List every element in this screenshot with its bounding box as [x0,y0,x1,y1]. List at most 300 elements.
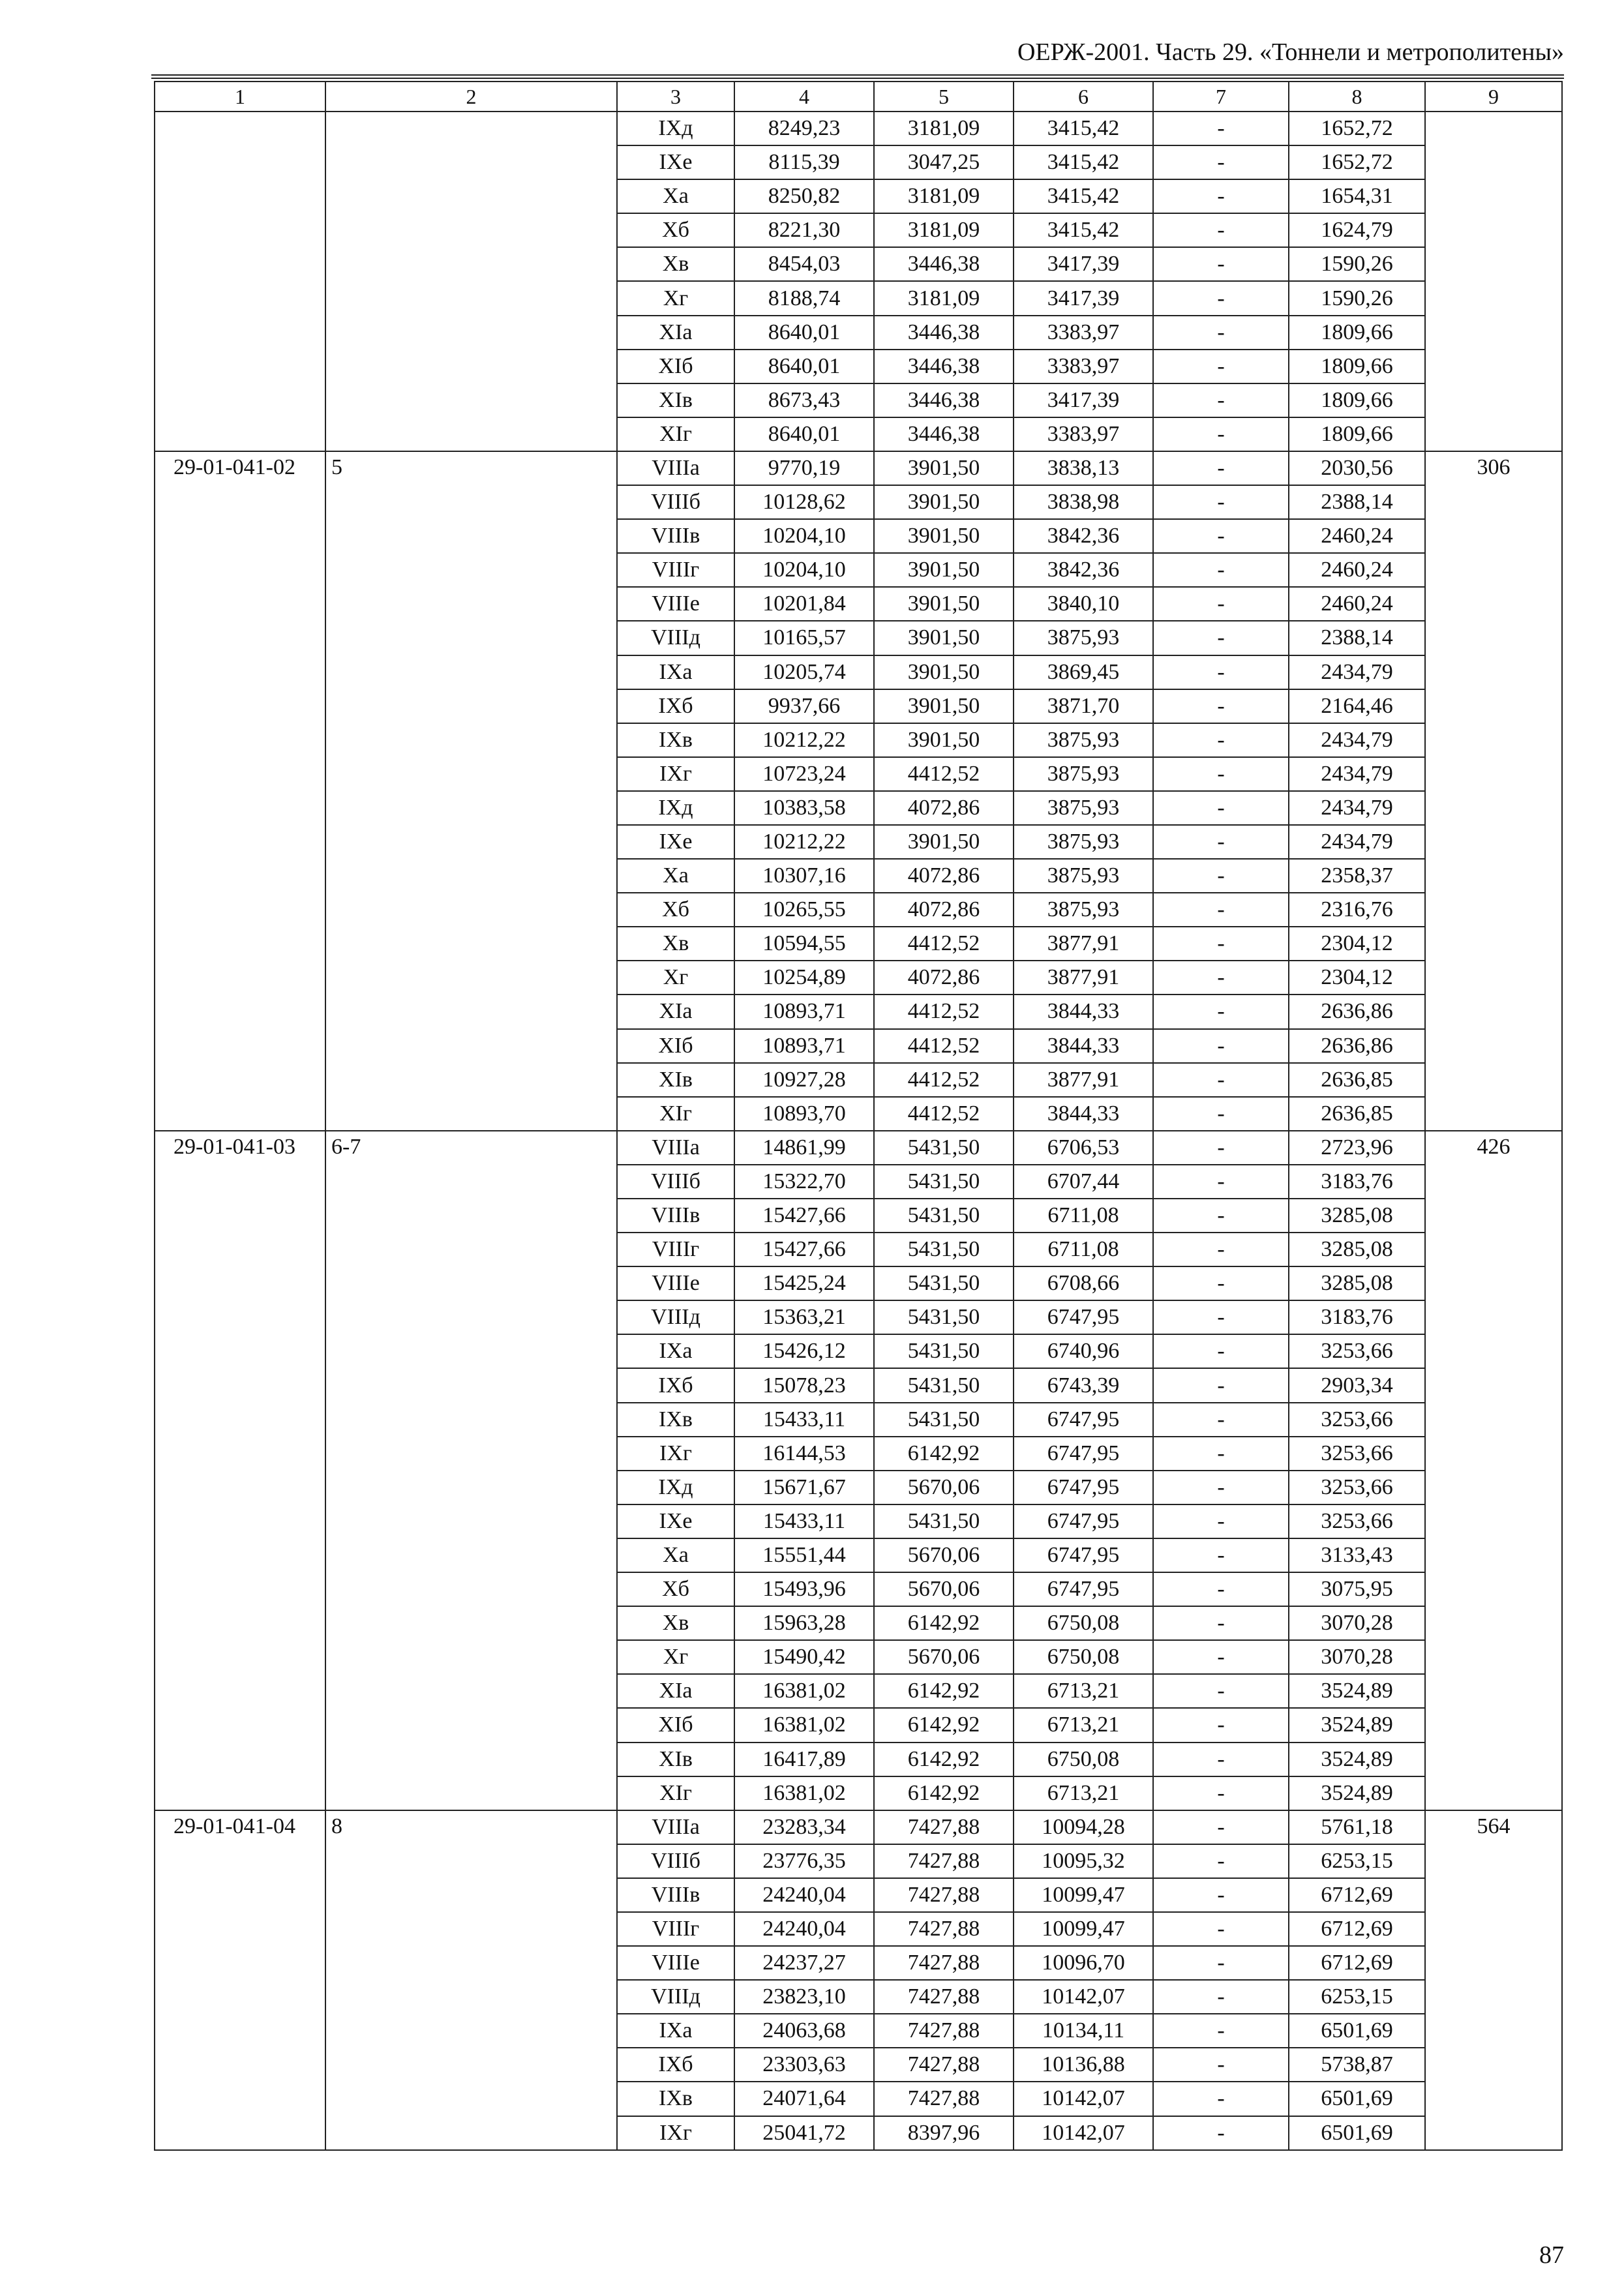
driver-wages-cell: - [1153,1504,1289,1538]
wages-cell: 5431,50 [874,1266,1014,1300]
total-cost-cell: 15963,28 [734,1606,874,1640]
wages-cell: 3901,50 [874,723,1014,757]
total-cost-cell: 15426,12 [734,1334,874,1368]
category-cell: Xб [617,1572,734,1606]
total-cost-cell: 10165,57 [734,621,874,655]
total-cost-cell: 14861,99 [734,1131,874,1165]
labor-cost-cell: 306 [1425,451,1562,1131]
machines-cell: 10094,28 [1014,1810,1153,1844]
machines-cell: 10099,47 [1014,1878,1153,1912]
wages-cell: 3446,38 [874,417,1014,451]
machines-cell: 3415,42 [1014,213,1153,247]
machines-cell: 3875,93 [1014,621,1153,655]
wages-cell: 7427,88 [874,2048,1014,2082]
category-cell: VIIIг [617,553,734,587]
total-cost-cell: 16381,02 [734,1776,874,1810]
category-cell: IXв [617,1403,734,1437]
materials-cell: 3285,08 [1289,1199,1425,1233]
machines-cell: 3838,98 [1014,485,1153,519]
wages-cell: 7427,88 [874,1980,1014,2014]
category-cell: XIг [617,417,734,451]
driver-wages-cell: - [1153,519,1289,553]
driver-wages-cell: - [1153,1980,1289,2014]
category-cell: XIг [617,1097,734,1131]
wages-cell: 5431,50 [874,1300,1014,1334]
category-cell: IXе [617,145,734,179]
total-cost-cell: 10212,22 [734,825,874,859]
driver-wages-cell: - [1153,587,1289,621]
driver-wages-cell: - [1153,859,1289,893]
wages-cell: 5431,50 [874,1403,1014,1437]
driver-wages-cell: - [1153,927,1289,961]
materials-cell: 3524,89 [1289,1743,1425,1776]
total-cost-cell: 10893,71 [734,1029,874,1063]
category-cell: IXб [617,1368,734,1402]
total-cost-cell: 23283,34 [734,1810,874,1844]
total-cost-cell: 15363,21 [734,1300,874,1334]
total-cost-cell: 10201,84 [734,587,874,621]
category-cell: IXв [617,2082,734,2116]
machines-cell: 3417,39 [1014,247,1153,281]
category-cell: VIIIа [617,451,734,485]
driver-wages-cell: - [1153,1199,1289,1233]
driver-wages-cell: - [1153,1029,1289,1063]
category-cell: VIIIд [617,621,734,655]
driver-wages-cell: - [1153,995,1289,1028]
labor-cost-cell [1425,112,1562,451]
wages-cell: 4412,52 [874,1097,1014,1131]
driver-wages-cell: - [1153,281,1289,315]
materials-cell: 6712,69 [1289,1946,1425,1980]
materials-cell: 2434,79 [1289,655,1425,689]
driver-wages-cell: - [1153,1640,1289,1674]
category-cell: XIб [617,350,734,383]
wages-cell: 4072,86 [874,791,1014,825]
materials-cell: 3070,28 [1289,1640,1425,1674]
total-cost-cell: 23303,63 [734,2048,874,2082]
driver-wages-cell: - [1153,893,1289,927]
total-cost-cell: 24063,68 [734,2014,874,2048]
column-header: 1 [155,82,325,112]
wages-cell: 3901,50 [874,587,1014,621]
rate-code-cell: 29-01-041-04 [155,1810,325,2150]
wages-cell: 3446,38 [874,247,1014,281]
wages-cell: 3901,50 [874,655,1014,689]
materials-cell: 2636,86 [1289,1029,1425,1063]
category-cell: VIIIд [617,1300,734,1334]
total-cost-cell: 16144,53 [734,1437,874,1471]
materials-cell: 2903,34 [1289,1368,1425,1402]
materials-cell: 3070,28 [1289,1606,1425,1640]
driver-wages-cell: - [1153,1810,1289,1844]
category-cell: VIIIа [617,1810,734,1844]
machines-cell: 3383,97 [1014,316,1153,350]
materials-cell: 1590,26 [1289,247,1425,281]
wages-cell: 3901,50 [874,621,1014,655]
machines-cell: 6707,44 [1014,1165,1153,1199]
materials-cell: 2316,76 [1289,893,1425,927]
total-cost-cell: 10128,62 [734,485,874,519]
machines-cell: 3871,70 [1014,689,1153,723]
machines-cell: 6747,95 [1014,1471,1153,1504]
materials-cell: 1624,79 [1289,213,1425,247]
driver-wages-cell: - [1153,1844,1289,1878]
driver-wages-cell: - [1153,247,1289,281]
category-cell: IXд [617,112,734,145]
materials-cell: 3524,89 [1289,1776,1425,1810]
wages-cell: 3901,50 [874,451,1014,485]
column-header: 6 [1014,82,1153,112]
category-cell: IXе [617,1504,734,1538]
category-cell: Xб [617,893,734,927]
total-cost-cell: 15427,66 [734,1199,874,1233]
materials-cell: 6712,69 [1289,1912,1425,1946]
wages-cell: 6142,92 [874,1674,1014,1708]
materials-cell: 1809,66 [1289,417,1425,451]
total-cost-cell: 10254,89 [734,961,874,995]
wages-cell: 6142,92 [874,1606,1014,1640]
wages-cell: 5670,06 [874,1640,1014,1674]
machines-cell: 6743,39 [1014,1368,1153,1402]
driver-wages-cell: - [1153,2048,1289,2082]
driver-wages-cell: - [1153,553,1289,587]
total-cost-cell: 10927,28 [734,1063,874,1097]
wages-cell: 5670,06 [874,1538,1014,1572]
rate-code-cell: 29-01-041-02 [155,451,325,1131]
materials-cell: 2460,24 [1289,519,1425,553]
category-cell: Xв [617,1606,734,1640]
total-cost-cell: 8250,82 [734,179,874,213]
wages-cell: 6142,92 [874,1437,1014,1471]
machines-cell: 6747,95 [1014,1403,1153,1437]
driver-wages-cell: - [1153,1708,1289,1742]
section-cell: 6-7 [325,1131,617,1810]
driver-wages-cell: - [1153,451,1289,485]
category-cell: VIIIб [617,1165,734,1199]
table-row [155,112,1562,145]
driver-wages-cell: - [1153,112,1289,145]
wages-cell: 3446,38 [874,350,1014,383]
total-cost-cell: 24240,04 [734,1912,874,1946]
materials-cell: 3253,66 [1289,1437,1425,1471]
category-cell: IXб [617,689,734,723]
total-cost-cell: 8221,30 [734,213,874,247]
machines-cell: 6747,95 [1014,1300,1153,1334]
materials-cell: 3183,76 [1289,1300,1425,1334]
driver-wages-cell: - [1153,961,1289,995]
category-cell: XIа [617,316,734,350]
driver-wages-cell: - [1153,1368,1289,1402]
wages-cell: 3901,50 [874,519,1014,553]
total-cost-cell: 15551,44 [734,1538,874,1572]
materials-cell: 2434,79 [1289,757,1425,791]
materials-cell: 1809,66 [1289,316,1425,350]
wages-cell: 3181,09 [874,179,1014,213]
driver-wages-cell: - [1153,485,1289,519]
materials-cell: 1652,72 [1289,145,1425,179]
machines-cell: 10136,88 [1014,2048,1153,2082]
machines-cell: 3869,45 [1014,655,1153,689]
machines-cell: 3383,97 [1014,417,1153,451]
total-cost-cell: 10594,55 [734,927,874,961]
driver-wages-cell: - [1153,1266,1289,1300]
driver-wages-cell: - [1153,1946,1289,1980]
total-cost-cell: 8454,03 [734,247,874,281]
driver-wages-cell: - [1153,791,1289,825]
machines-cell: 6747,95 [1014,1437,1153,1471]
machines-cell: 3840,10 [1014,587,1153,621]
column-header: 8 [1289,82,1425,112]
machines-cell: 6750,08 [1014,1606,1153,1640]
driver-wages-cell: - [1153,1538,1289,1572]
wages-cell: 5670,06 [874,1471,1014,1504]
wages-cell: 3446,38 [874,383,1014,417]
total-cost-cell: 23823,10 [734,1980,874,2014]
wages-cell: 3901,50 [874,825,1014,859]
rate-code-cell: 29-01-041-03 [155,1131,325,1810]
wages-cell: 4072,86 [874,893,1014,927]
machines-cell: 3842,36 [1014,519,1153,553]
machines-cell: 3877,91 [1014,927,1153,961]
total-cost-cell: 10383,58 [734,791,874,825]
category-cell: VIIIе [617,1946,734,1980]
category-cell: VIIIб [617,485,734,519]
driver-wages-cell: - [1153,1334,1289,1368]
total-cost-cell: 15078,23 [734,1368,874,1402]
materials-cell: 6712,69 [1289,1878,1425,1912]
category-cell: IXг [617,1437,734,1471]
category-cell: VIIIд [617,1980,734,2014]
total-cost-cell: 10307,16 [734,859,874,893]
driver-wages-cell: - [1153,417,1289,451]
price-table [154,81,1563,2151]
wages-cell: 4412,52 [874,995,1014,1028]
driver-wages-cell: - [1153,655,1289,689]
driver-wages-cell: - [1153,825,1289,859]
machines-cell: 3875,93 [1014,859,1153,893]
machines-cell: 6711,08 [1014,1233,1153,1266]
table-body [155,112,1562,2150]
wages-cell: 7427,88 [874,1912,1014,1946]
machines-cell: 6711,08 [1014,1199,1153,1233]
category-cell: VIIIв [617,1199,734,1233]
header-rule [151,74,1564,76]
materials-cell: 6253,15 [1289,1844,1425,1878]
category-cell: VIIIе [617,587,734,621]
category-cell: Xа [617,859,734,893]
machines-cell: 3875,93 [1014,723,1153,757]
wages-cell: 7427,88 [874,1810,1014,1844]
category-cell: IXб [617,2048,734,2082]
materials-cell: 2723,96 [1289,1131,1425,1165]
category-cell: Xб [617,213,734,247]
materials-cell: 3524,89 [1289,1674,1425,1708]
category-cell: VIIIа [617,1131,734,1165]
category-cell: XIв [617,1743,734,1776]
materials-cell: 2460,24 [1289,587,1425,621]
machines-cell: 3417,39 [1014,281,1153,315]
page-header-title: ОЕРЖ-2001. Часть 29. «Тоннели и метрополитены» [1017,38,1564,66]
section-cell: 5 [325,451,617,1131]
materials-cell: 2636,85 [1289,1097,1425,1131]
driver-wages-cell: - [1153,1606,1289,1640]
wages-cell: 7427,88 [874,1878,1014,1912]
category-cell: IXв [617,723,734,757]
total-cost-cell: 23776,35 [734,1844,874,1878]
materials-cell: 2434,79 [1289,791,1425,825]
wages-cell: 5431,50 [874,1233,1014,1266]
materials-cell: 3183,76 [1289,1165,1425,1199]
category-cell: XIб [617,1029,734,1063]
table-row [155,451,1562,485]
wages-cell: 7427,88 [874,1946,1014,1980]
machines-cell: 3875,93 [1014,893,1153,927]
category-cell: XIг [617,1776,734,1810]
machines-cell: 3417,39 [1014,383,1153,417]
total-cost-cell: 24240,04 [734,1878,874,1912]
rate-code-cell [155,112,325,451]
total-cost-cell: 10893,70 [734,1097,874,1131]
materials-cell: 5738,87 [1289,2048,1425,2082]
materials-cell: 6253,15 [1289,1980,1425,2014]
machines-cell: 3877,91 [1014,1063,1153,1097]
machines-cell: 6747,95 [1014,1504,1153,1538]
total-cost-cell: 10265,55 [734,893,874,927]
total-cost-cell: 16381,02 [734,1674,874,1708]
machines-cell: 3875,93 [1014,791,1153,825]
driver-wages-cell: - [1153,1674,1289,1708]
materials-cell: 2358,37 [1289,859,1425,893]
machines-cell: 3838,13 [1014,451,1153,485]
driver-wages-cell: - [1153,145,1289,179]
column-header: 2 [325,82,617,112]
driver-wages-cell: - [1153,1437,1289,1471]
machines-cell: 10095,32 [1014,1844,1153,1878]
machines-cell: 3844,33 [1014,995,1153,1028]
total-cost-cell: 10204,10 [734,553,874,587]
wages-cell: 5431,50 [874,1504,1014,1538]
driver-wages-cell: - [1153,621,1289,655]
machines-cell: 10099,47 [1014,1912,1153,1946]
total-cost-cell: 15425,24 [734,1266,874,1300]
machines-cell: 6706,53 [1014,1131,1153,1165]
total-cost-cell: 15671,67 [734,1471,874,1504]
materials-cell: 3075,95 [1289,1572,1425,1606]
total-cost-cell: 8640,01 [734,350,874,383]
column-header: 7 [1153,82,1289,112]
machines-cell: 3844,33 [1014,1097,1153,1131]
driver-wages-cell: - [1153,383,1289,417]
category-cell: Xг [617,961,734,995]
driver-wages-cell: - [1153,316,1289,350]
category-cell: XIв [617,383,734,417]
category-cell: XIа [617,995,734,1028]
machines-cell: 3415,42 [1014,112,1153,145]
category-cell: Xа [617,1538,734,1572]
wages-cell: 4412,52 [874,1029,1014,1063]
labor-cost-cell: 564 [1425,1810,1562,2150]
driver-wages-cell: - [1153,689,1289,723]
total-cost-cell: 24237,27 [734,1946,874,1980]
category-cell: VIIIе [617,1266,734,1300]
total-cost-cell: 8188,74 [734,281,874,315]
machines-cell: 3875,93 [1014,825,1153,859]
machines-cell: 6750,08 [1014,1640,1153,1674]
driver-wages-cell: - [1153,1233,1289,1266]
materials-cell: 1590,26 [1289,281,1425,315]
total-cost-cell: 10893,71 [734,995,874,1028]
materials-cell: 6501,69 [1289,2014,1425,2048]
category-cell: Xг [617,1640,734,1674]
total-cost-cell: 15322,70 [734,1165,874,1199]
wages-cell: 8397,96 [874,2116,1014,2150]
driver-wages-cell: - [1153,1300,1289,1334]
wages-cell: 3901,50 [874,553,1014,587]
total-cost-cell: 8115,39 [734,145,874,179]
machines-cell: 6747,95 [1014,1572,1153,1606]
section-cell [325,112,617,451]
wages-cell: 4072,86 [874,961,1014,995]
category-cell: Xг [617,281,734,315]
machines-cell: 3415,42 [1014,145,1153,179]
driver-wages-cell: - [1153,757,1289,791]
machines-cell: 6750,08 [1014,1743,1153,1776]
materials-cell: 2636,86 [1289,995,1425,1028]
total-cost-cell: 15433,11 [734,1504,874,1538]
wages-cell: 7427,88 [874,2082,1014,2116]
materials-cell: 2304,12 [1289,927,1425,961]
machines-cell: 3415,42 [1014,179,1153,213]
materials-cell: 6501,69 [1289,2082,1425,2116]
materials-cell: 1652,72 [1289,112,1425,145]
category-cell: IXг [617,2116,734,2150]
wages-cell: 4412,52 [874,1063,1014,1097]
total-cost-cell: 9770,19 [734,451,874,485]
driver-wages-cell: - [1153,723,1289,757]
materials-cell: 2434,79 [1289,723,1425,757]
column-header: 9 [1425,82,1562,112]
driver-wages-cell: - [1153,2116,1289,2150]
wages-cell: 7427,88 [874,1844,1014,1878]
machines-cell: 6747,95 [1014,1538,1153,1572]
driver-wages-cell: - [1153,1471,1289,1504]
driver-wages-cell: - [1153,2082,1289,2116]
machines-cell: 10096,70 [1014,1946,1153,1980]
driver-wages-cell: - [1153,1063,1289,1097]
materials-cell: 2388,14 [1289,485,1425,519]
wages-cell: 3446,38 [874,316,1014,350]
category-cell: VIIIг [617,1233,734,1266]
materials-cell: 3253,66 [1289,1334,1425,1368]
machines-cell: 10142,07 [1014,1980,1153,2014]
category-cell: IXа [617,1334,734,1368]
category-cell: Xв [617,247,734,281]
wages-cell: 3047,25 [874,145,1014,179]
category-cell: XIа [617,1674,734,1708]
total-cost-cell: 25041,72 [734,2116,874,2150]
materials-cell: 3133,43 [1289,1538,1425,1572]
category-cell: VIIIг [617,1912,734,1946]
materials-cell: 2304,12 [1289,961,1425,995]
driver-wages-cell: - [1153,1878,1289,1912]
total-cost-cell: 15490,42 [734,1640,874,1674]
total-cost-cell: 10212,22 [734,723,874,757]
wages-cell: 4072,86 [874,859,1014,893]
wages-cell: 7427,88 [874,2014,1014,2048]
total-cost-cell: 16417,89 [734,1743,874,1776]
machines-cell: 3383,97 [1014,350,1153,383]
total-cost-cell: 15433,11 [734,1403,874,1437]
